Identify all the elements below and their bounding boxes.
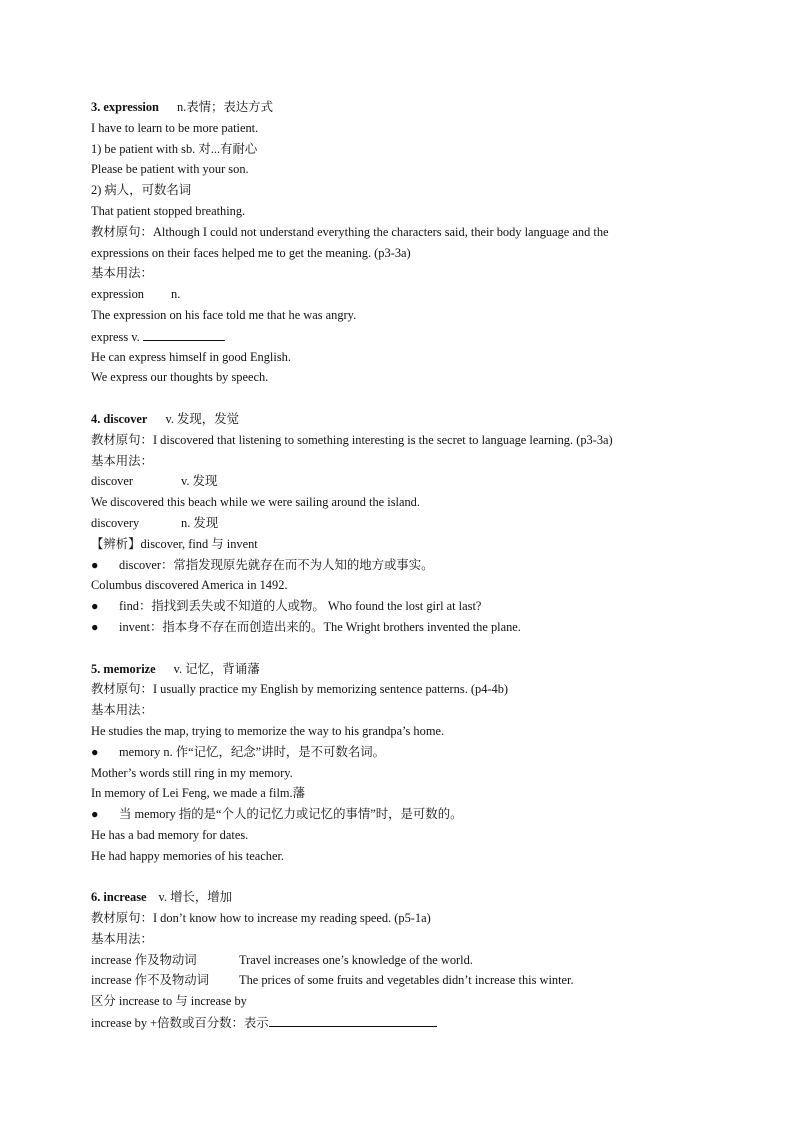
stray-character: 藩 bbox=[247, 661, 260, 676]
text-line bbox=[91, 513, 711, 534]
headword-meaning: v. 增长，增加 bbox=[158, 890, 233, 905]
headword: 4. discover bbox=[91, 411, 148, 426]
bullet-item: ● discover：常指发现原先就存在而不为人知的地方或事实。 bbox=[91, 555, 711, 576]
document-page bbox=[91, 97, 711, 1033]
term: discover bbox=[91, 474, 133, 489]
text-line bbox=[91, 950, 711, 971]
example: Travel increases one’s knowledge of the world. bbox=[239, 952, 473, 967]
answer-blank[interactable] bbox=[269, 1012, 437, 1027]
text-line: He has a bad memory for dates. bbox=[91, 827, 249, 842]
section-heading-discover bbox=[91, 409, 711, 430]
example: The prices of some fruits and vegetables didn’t increase this winter. bbox=[239, 973, 574, 988]
text-line: That patient stopped breathing. bbox=[91, 203, 246, 218]
text-line: The expression on his face told me that he was angry. bbox=[91, 307, 357, 322]
text-line bbox=[91, 970, 711, 991]
term: increase 作不及物动词 bbox=[91, 973, 210, 988]
headword: 3. expression bbox=[91, 100, 159, 114]
text-line: 1) be patient with sb. 对...有耐心 bbox=[91, 141, 258, 156]
text-line: 教材原句：I usually practice my English by memorizing sentence patterns. (p4-4b) bbox=[91, 682, 509, 697]
bullet-icon: ● bbox=[91, 619, 99, 634]
headword-meaning: v. 记忆，背诵 bbox=[173, 661, 248, 676]
part-of-speech: v. 发现 bbox=[181, 474, 218, 489]
headword: 5. memorize bbox=[91, 661, 156, 676]
text-line: He had happy memories of his teacher. bbox=[91, 848, 285, 863]
text-line: 基本用法： bbox=[91, 453, 153, 468]
answer-blank[interactable] bbox=[143, 326, 225, 341]
term: increase 作及物动词 bbox=[91, 952, 197, 967]
text-line: Columbus discovered America in 1492. bbox=[91, 578, 288, 593]
text-line bbox=[91, 326, 711, 347]
text-line: expressions on their faces helped me to get the meaning. (p3-3a) bbox=[91, 245, 411, 260]
part-of-speech: n. 发现 bbox=[181, 515, 219, 530]
text-line: In memory of Lei Feng, we made a film.藩 bbox=[91, 786, 306, 801]
bullet-item: ● memory n. 作“记忆，纪念”讲时，是不可数名词。 bbox=[91, 742, 711, 763]
text-line: Please be patient with your son. bbox=[91, 162, 249, 177]
bullet-item: ● 当 memory 指的是“个人的记忆力或记忆的事情”时，是可数的。 bbox=[91, 804, 711, 825]
stray-character: 藩 bbox=[292, 786, 306, 801]
bullet-icon: ● bbox=[91, 599, 99, 614]
text-line: We discovered this beach while we were sailing around the island. bbox=[91, 495, 420, 510]
term: discovery bbox=[91, 515, 140, 530]
text-line: 区分 increase to 与 increase by bbox=[91, 994, 247, 1009]
text-line: 基本用法： bbox=[91, 931, 153, 946]
text-line: 基本用法： bbox=[91, 266, 153, 281]
bullet-icon: ● bbox=[91, 807, 99, 822]
text-line: 2) 病人，可数名词 bbox=[91, 183, 192, 198]
text-line: We express our thoughts by speech. bbox=[91, 370, 269, 385]
section-heading-expression bbox=[91, 97, 711, 118]
text-line bbox=[91, 471, 711, 492]
term: express v. bbox=[91, 329, 140, 344]
text-line: increase by +倍数或百分数：表示 bbox=[91, 1012, 711, 1033]
text-line: He studies the map, trying to memorize the way to his grandpa’s home. bbox=[91, 723, 445, 738]
text-line: 基本用法： bbox=[91, 703, 153, 718]
text-line: Mother’s words still ring in my memory. bbox=[91, 765, 293, 780]
text-line: 教材原句：I discovered that listening to something interesting is the secret to language learning. (p3-3a) bbox=[91, 432, 613, 447]
text-line: 【辨析】discover, find 与 invent bbox=[91, 536, 258, 551]
text-line: 教材原句：Although I could not understand everything the characters said, their body language and the bbox=[91, 224, 609, 239]
text-line: 教材原句：I don’t know how to increase my reading speed. (p5-1a) bbox=[91, 911, 431, 926]
part-of-speech: n. bbox=[171, 287, 181, 302]
term: expression bbox=[91, 287, 144, 302]
bullet-icon: ● bbox=[91, 557, 99, 572]
headword: 6. increase bbox=[91, 890, 147, 905]
section-heading-increase bbox=[91, 887, 711, 908]
text-line bbox=[91, 284, 711, 305]
headword-meaning: n.表情；表达方式 bbox=[176, 100, 273, 114]
headword-meaning: v. 发现，发觉 bbox=[165, 411, 239, 426]
text-line: He can express himself in good English. bbox=[91, 349, 291, 364]
text-line: I have to learn to be more patient. bbox=[91, 120, 259, 135]
bullet-item: ● find：指找到丢失或不知道的人或物。 Who found the lost girl at last? bbox=[91, 596, 711, 617]
bullet-item: ● invent：指本身不存在而创造出来的。The Wright brothers invented the plane. bbox=[91, 617, 711, 638]
bullet-icon: ● bbox=[91, 744, 99, 759]
section-heading-memorize bbox=[91, 659, 711, 680]
